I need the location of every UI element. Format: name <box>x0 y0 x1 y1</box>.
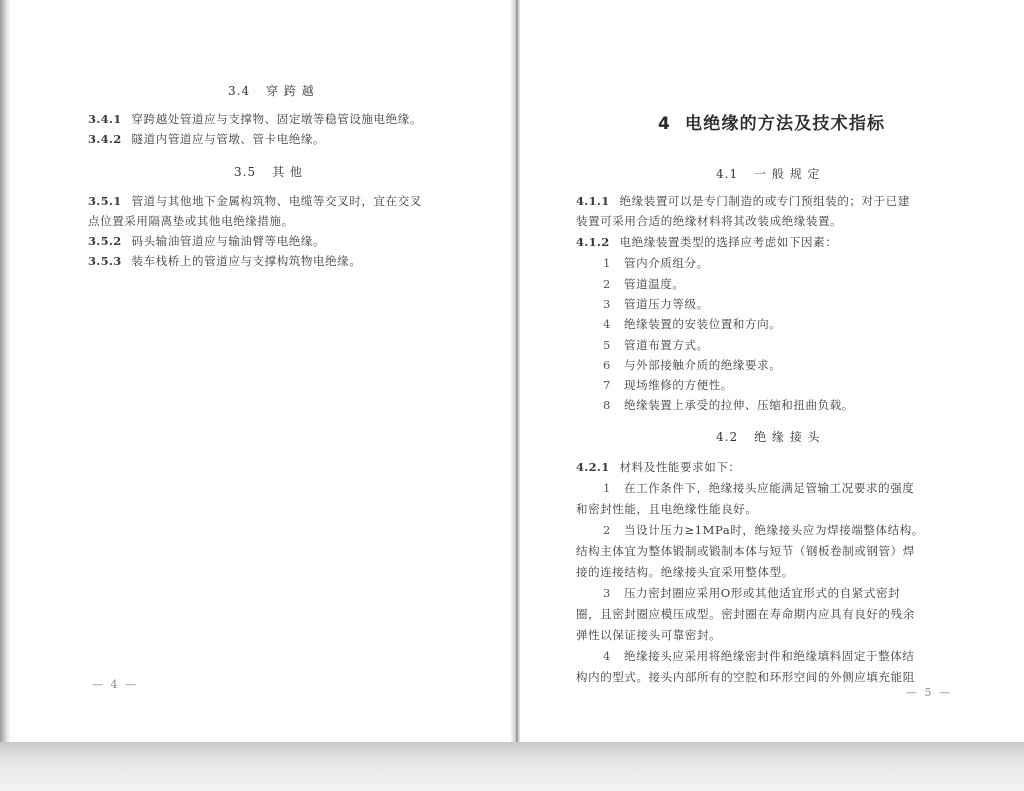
section-heading-text: 绝 缘 接 头 <box>754 430 821 444</box>
item-text: 管内介质组分。 <box>624 256 709 270</box>
section-number: 3.5 <box>234 165 257 179</box>
item-number: 3 <box>603 297 611 311</box>
section-number: 4.1 <box>716 167 739 181</box>
clause-number: 3.4.2 <box>88 132 122 146</box>
item-number: 1 <box>603 256 611 270</box>
paragraph-number: 1 <box>603 481 611 495</box>
clause-3-5-3 <box>88 253 361 269</box>
paragraph-line <box>576 606 915 622</box>
paragraph-line <box>600 648 914 664</box>
paragraph-text: 在工作条件下，绝缘接头应能满足管输工况要求的强度 <box>624 481 915 495</box>
list-item <box>600 337 709 353</box>
item-text: 管道压力等级。 <box>624 297 709 311</box>
section-title-3-5 <box>234 163 303 180</box>
clause-text: 材料及性能要求如下： <box>619 460 741 474</box>
section-heading-text: 其 他 <box>272 165 303 179</box>
item-text: 绝缘装置的安装位置和方向。 <box>624 317 782 331</box>
clause-text: 穿跨越处管道应与支撑物、固定墩等稳管设施电绝缘。 <box>131 112 422 126</box>
clause-number: 4.2.1 <box>576 460 610 474</box>
list-item <box>600 296 709 312</box>
clause-number: 3.4.1 <box>88 112 122 126</box>
paragraph-line <box>600 585 900 601</box>
clause-4-2-1 <box>576 459 741 475</box>
section-number: 4.2 <box>716 430 739 444</box>
chapter-heading-text: 电绝缘的方法及技术指标 <box>685 114 886 134</box>
clause-3-5-1 <box>88 193 422 209</box>
clause-text: 点位置采用隔离垫或其他电绝缘措施。 <box>88 214 294 228</box>
paragraph-text: 弹性以保证接头可靠密封。 <box>576 628 722 642</box>
paragraph-text: 和密封性能，且电绝缘性能良好。 <box>576 502 758 516</box>
scan-bottom-edge <box>0 742 1024 791</box>
clause-3-5-2 <box>88 233 325 249</box>
item-number: 7 <box>603 378 611 392</box>
section-title-4-1 <box>716 165 821 182</box>
page-number-right: — 5 — <box>906 686 952 699</box>
section-title-4-2 <box>716 428 821 445</box>
paragraph-line <box>576 543 915 559</box>
clause-number: 4.1.1 <box>576 194 610 208</box>
clause-3-4-1 <box>88 111 422 127</box>
paragraph-text: 压力密封圈应采用O形或其他适宜形式的自紧式密封 <box>624 586 901 600</box>
item-text: 绝缘装置上承受的拉伸、压缩和扭曲负载。 <box>624 398 854 412</box>
item-number: 2 <box>603 277 611 291</box>
list-item <box>600 397 854 413</box>
list-item <box>600 276 685 292</box>
list-item <box>600 357 781 373</box>
item-text: 管道布置方式。 <box>624 338 709 352</box>
clause-4-1-1 <box>576 193 910 209</box>
clause-3-5-1-continued <box>88 213 294 229</box>
paragraph-text: 圈，且密封圈应模压成型。密封圈在寿命期内应具有良好的残余 <box>576 607 915 621</box>
clause-4-1-2 <box>576 234 837 250</box>
section-title-3-4 <box>228 82 315 99</box>
clause-text: 装置可采用合适的绝缘材料将其改装成绝缘装置。 <box>576 214 843 228</box>
clause-text: 管道与其他地下金属构筑物、电缆等交叉时，宜在交叉 <box>131 194 422 208</box>
item-text: 现场维修的方便性。 <box>624 378 733 392</box>
list-item <box>600 377 733 393</box>
clause-4-1-1-continued <box>576 213 842 229</box>
clause-3-4-2 <box>88 131 325 147</box>
left-page <box>10 0 512 745</box>
paragraph-line <box>600 522 924 538</box>
paragraph-text: 接的连接结构。绝缘接头宜采用整体型。 <box>576 565 794 579</box>
clause-text: 码头输油管道应与输油臂等电绝缘。 <box>131 234 326 248</box>
clause-number: 3.5.3 <box>88 254 122 268</box>
right-page <box>520 0 1016 745</box>
item-text: 管道温度。 <box>624 277 685 291</box>
paragraph-line <box>600 480 914 496</box>
list-item <box>600 255 709 271</box>
clause-number: 3.5.2 <box>88 234 122 248</box>
paragraph-number: 2 <box>603 523 611 537</box>
paragraph-number: 4 <box>603 649 611 663</box>
paragraph-number: 3 <box>603 586 611 600</box>
section-number: 3.4 <box>228 84 251 98</box>
chapter-number: 4 <box>658 114 672 134</box>
paragraph-text: 构内的型式。接头内部所有的空腔和环形空间的外侧应填充能阻 <box>576 670 915 684</box>
paragraph-line <box>576 627 721 643</box>
section-heading-text: 一 般 规 定 <box>754 167 821 181</box>
paragraph-line <box>576 501 758 517</box>
item-text: 与外部接触介质的绝缘要求。 <box>624 358 782 372</box>
clause-text: 装车栈桥上的管道应与支撑构筑物电绝缘。 <box>131 254 362 268</box>
clause-number: 3.5.1 <box>88 194 122 208</box>
section-heading-text: 穿 跨 越 <box>266 84 315 98</box>
clause-text: 绝缘装置可以是专门制造的或专门预组装的；对于已建 <box>619 194 910 208</box>
paragraph-text: 绝缘接头应采用将绝缘密封件和绝缘填料固定于整体结 <box>624 649 915 663</box>
paragraph-text: 结构主体宜为整体锻制或锻制本体与短节（钢板卷制或钢管）焊 <box>576 544 915 558</box>
page-number-left: — 4 — <box>92 678 138 691</box>
paragraph-line <box>576 669 915 685</box>
list-item <box>600 316 781 332</box>
paragraph-text: 当设计压力≥1MPa时，绝缘接头应为焊接端整体结构。 <box>624 523 924 537</box>
item-number: 8 <box>603 398 611 412</box>
clause-text: 隧道内管道应与管墩、管卡电绝缘。 <box>131 132 326 146</box>
item-number: 5 <box>603 338 611 352</box>
clause-text: 电绝缘装置类型的选择应考虑如下因素： <box>619 235 838 249</box>
item-number: 6 <box>603 358 611 372</box>
item-number: 4 <box>603 317 611 331</box>
chapter-title <box>658 109 885 134</box>
paragraph-line <box>576 564 794 580</box>
clause-number: 4.1.2 <box>576 235 610 249</box>
